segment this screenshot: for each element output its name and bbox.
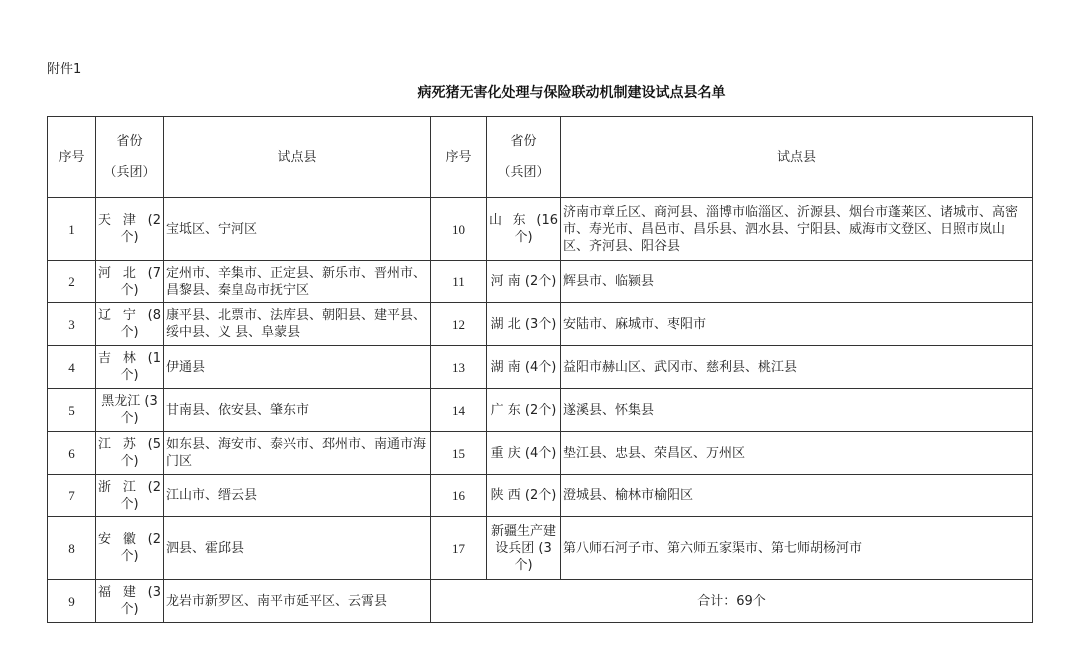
row-seq: 8 [48,517,96,580]
row-province: 新疆生产建设兵团 (3个) [487,517,561,580]
row-province: 山 东 (16个) [487,198,561,261]
row-province: 河 北 (7个) [96,261,164,303]
row-seq: 1 [48,198,96,261]
row-province: 天 津 (2个) [96,198,164,261]
row-counties: 济南市章丘区、商河县、淄博市临淄区、沂源县、烟台市蓬莱区、诸城市、高密市、寿光市、昌邑市、昌乐县、泗水县、宁阳县、威海市文登区、日照市岚山区、齐河县、阳谷县 [561,198,1033,261]
row-seq: 17 [431,517,487,580]
row-seq: 5 [48,389,96,432]
row-province: 福 建 (3个) [96,580,164,623]
table-row [48,303,1033,346]
row-province: 江 苏 (5个) [96,432,164,475]
row-counties: 澄城县、榆林市榆阳区 [561,475,1033,517]
row-seq: 12 [431,303,487,346]
attachment-label: 附件1 [47,62,82,77]
table-header-row [48,117,1033,198]
document-title: 病死猪无害化处理与保险联动机制建设试点县名单 [417,85,726,101]
header-province-right-line1: 省份 [510,134,537,149]
pilot-county-table [47,116,1033,623]
row-counties: 甘南县、依安县、肇东市 [164,389,431,432]
total-count: 合计：69个 [431,580,1033,623]
row-counties: 安陆市、麻城市、枣阳市 [561,303,1033,346]
row-province: 吉 林 (1个) [96,346,164,389]
row-counties: 泗县、霍邱县 [164,517,431,580]
row-counties: 益阳市赫山区、武冈市、慈利县、桃江县 [561,346,1033,389]
row-counties: 江山市、缙云县 [164,475,431,517]
header-spacer [489,150,558,164]
table-row [48,517,1033,580]
row-province: 陕 西 (2个) [487,475,561,517]
row-seq: 6 [48,432,96,475]
row-seq: 15 [431,432,487,475]
header-counties: 试点县 [164,117,431,198]
row-seq: 4 [48,346,96,389]
row-province: 广 东 (2个) [487,389,561,432]
row-seq: 16 [431,475,487,517]
row-province: 黑龙江 (3个) [96,389,164,432]
table-row [48,475,1033,517]
row-counties: 辉县市、临颍县 [561,261,1033,303]
row-province: 湖 南 (4个) [487,346,561,389]
row-counties: 遂溪县、怀集县 [561,389,1033,432]
row-province: 浙 江 (2个) [96,475,164,517]
row-counties: 如东县、海安市、泰兴市、邳州市、南通市海门区 [164,432,431,475]
table-row [48,198,1033,261]
row-seq: 13 [431,346,487,389]
row-counties: 龙岩市新罗区、南平市延平区、云霄县 [164,580,431,623]
header-province-line2: （兵团） [103,165,156,180]
header-province-line1: 省份 [116,134,143,149]
row-counties: 伊通县 [164,346,431,389]
row-province: 重 庆 (4个) [487,432,561,475]
header-seq: 序号 [48,117,96,198]
header-province-right-line2: （兵团） [497,165,550,180]
header-province-right [487,117,561,198]
row-province: 河 南 (2个) [487,261,561,303]
row-counties: 定州市、辛集市、正定县、新乐市、晋州市、昌黎县、秦皇岛市抚宁区 [164,261,431,303]
row-seq: 2 [48,261,96,303]
table-row [48,346,1033,389]
table-row [48,389,1033,432]
row-seq: 7 [48,475,96,517]
row-seq: 11 [431,261,487,303]
row-seq: 9 [48,580,96,623]
row-seq: 14 [431,389,487,432]
row-counties: 康平县、北票市、法库县、朝阳县、建平县、绥中县、义 县、阜蒙县 [164,303,431,346]
table-row [48,432,1033,475]
header-province [96,117,164,198]
row-counties: 垫江县、忠县、荣昌区、万州区 [561,432,1033,475]
row-counties: 宝坻区、宁河区 [164,198,431,261]
table-row [48,580,1033,623]
row-seq: 10 [431,198,487,261]
header-spacer [98,150,161,164]
row-province: 安 徽 (2个) [96,517,164,580]
header-counties-right: 试点县 [561,117,1033,198]
row-province: 辽 宁 (8个) [96,303,164,346]
table-row [48,261,1033,303]
header-seq-right: 序号 [431,117,487,198]
row-seq: 3 [48,303,96,346]
row-province: 湖 北 (3个) [487,303,561,346]
row-counties: 第八师石河子市、第六师五家渠市、第七师胡杨河市 [561,517,1033,580]
